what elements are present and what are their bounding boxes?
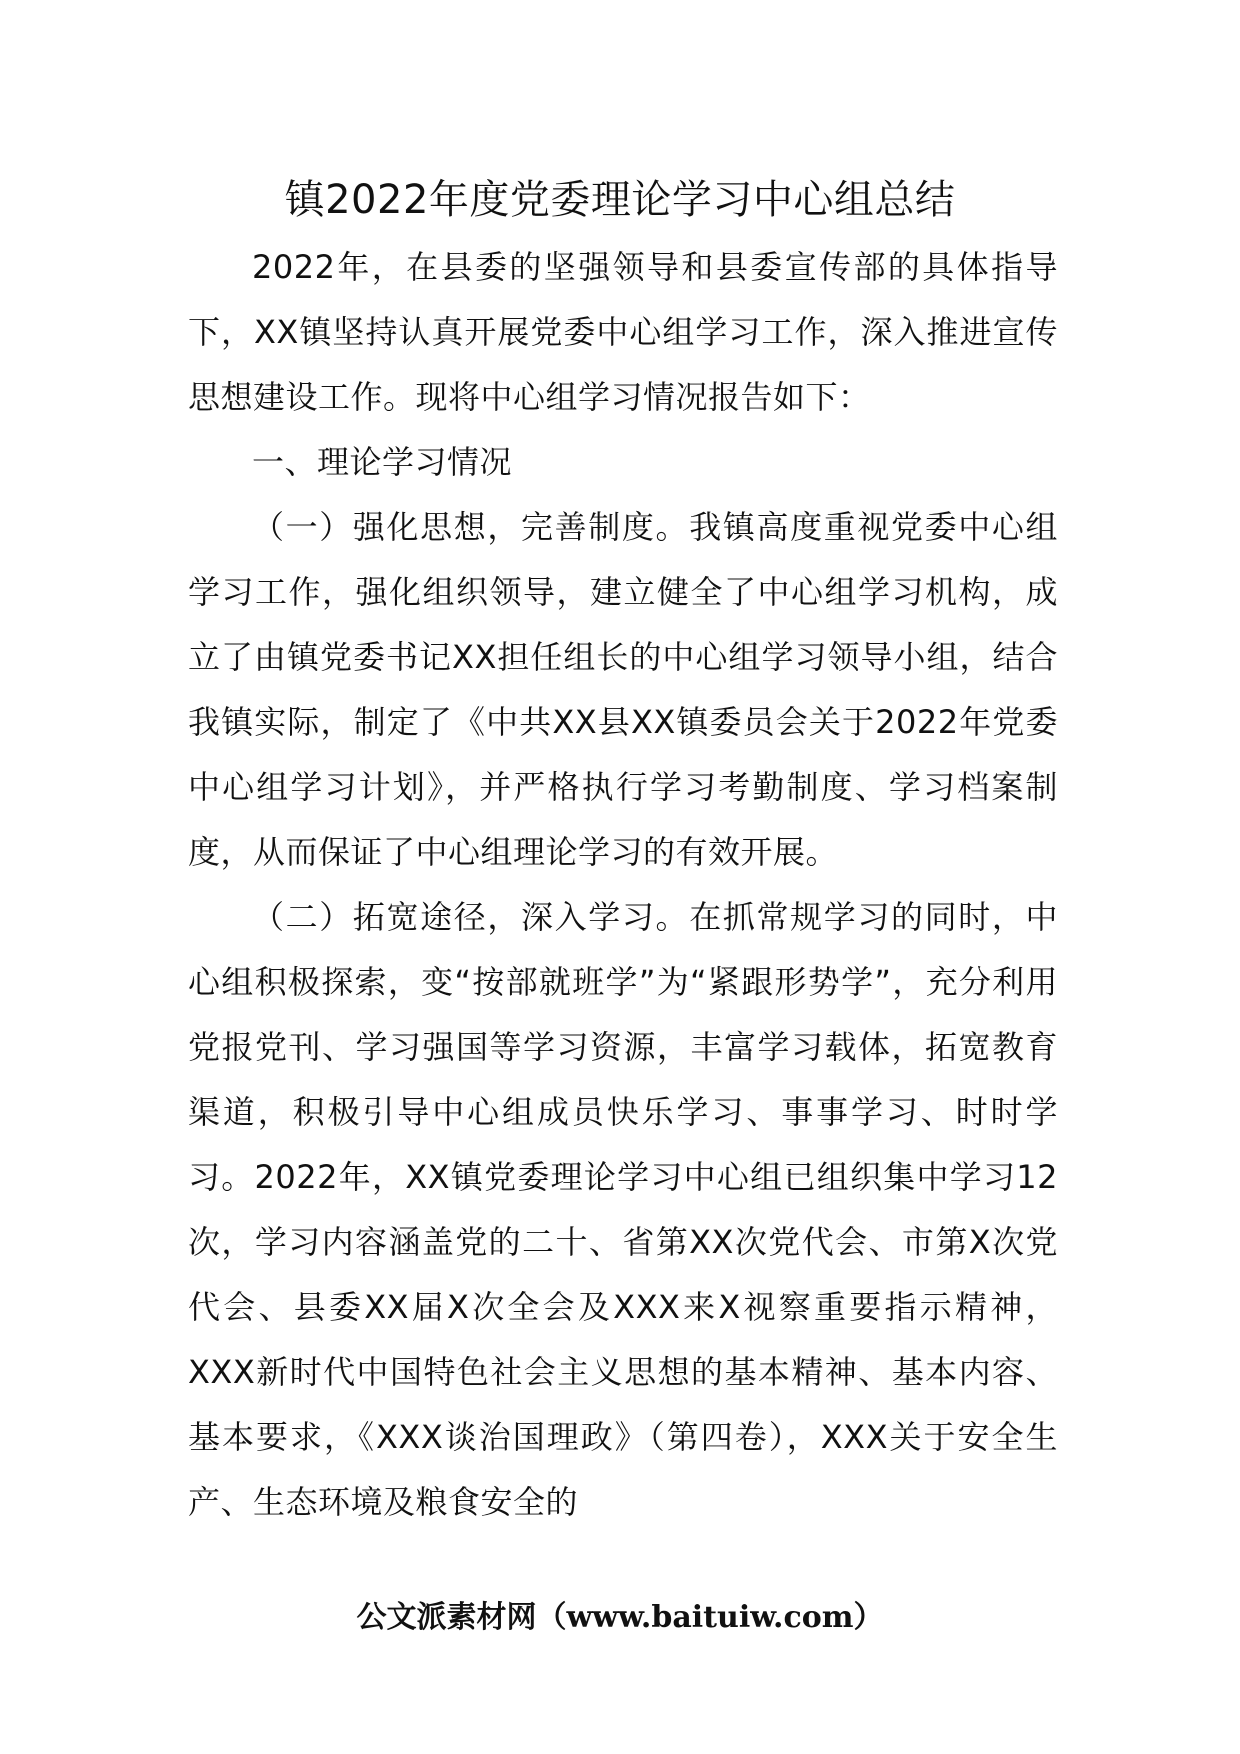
document-body bbox=[188, 235, 1058, 1535]
footer-watermark: 公文派素材网（www.baituiw.com） bbox=[356, 1600, 884, 1635]
paragraph-intro: 2022年，在县委的坚强领导和县委宣传部的具体指导下，XX镇坚持认真开展党委中心组学习工作，深入推进宣传思想建设工作。现将中心组学习情况报告如下： bbox=[188, 248, 1058, 416]
paragraph-section-1: （一）强化思想，完善制度。我镇高度重视党委中心组学习工作，强化组织领导，建立健全了中心组学习机构，成立了由镇党委书记XX担任组长的中心组学习领导小组，结合我镇实际，制定了《中共XX县XX镇委员会关于2022年党委中心组学习计划》，并严格执行学习考勤制度、学习档案制度，从而保证了中心组理论学习的有效开展。 bbox=[188, 508, 1058, 871]
paragraph-section-2: （二）拓宽途径，深入学习。在抓常规学习的同时，中心组积极探索，变“按部就班学”为“紧跟形势学”，充分利用党报党刊、学习强国等学习资源，丰富学习载体，拓宽教育渠道，积极引导中心组成员快乐学习、事事学习、时时学习。2022年，XX镇党委理论学习中心组已组织集中学习12次，学习内容涵盖党的二十、省第XX次党代会、市第X次党代会、县委XX届X次全会及XXX来X视察重要指示精神，XXX新时代中国特色社会主义思想的基本精神、基本内容、基本要求，《XXX谈治国理政》（第四卷），XXX关于安全生产、生态环境及粮食安全的 bbox=[188, 898, 1058, 1521]
document-title: 镇2022年度党委理论学习中心组总结 bbox=[284, 177, 956, 223]
section-heading: 一、理论学习情况 bbox=[252, 443, 513, 481]
